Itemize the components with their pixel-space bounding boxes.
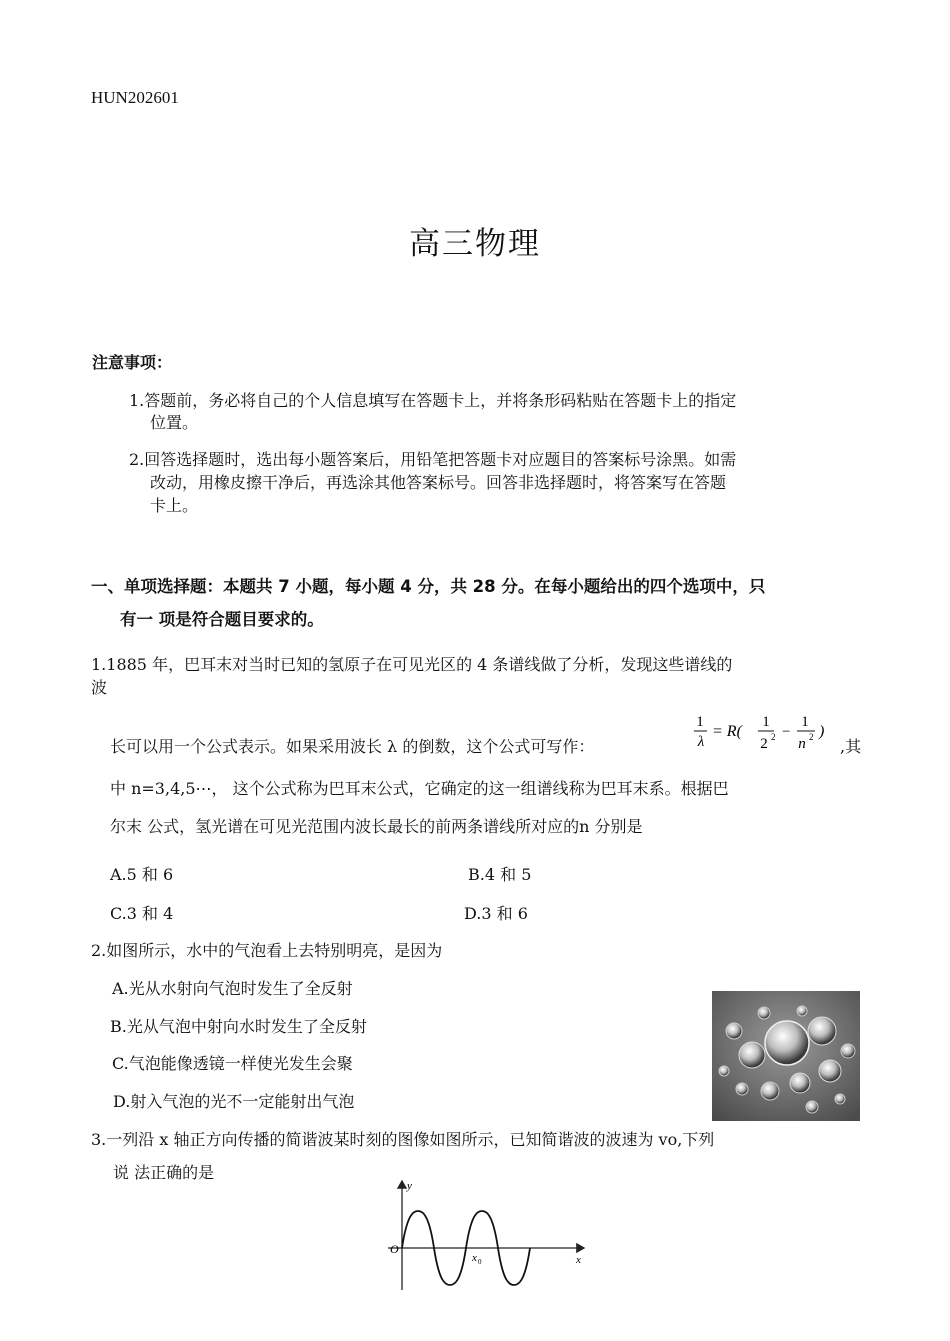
formula-half-num: 1 — [762, 714, 770, 730]
q1-option-b: B.4 和 5 — [468, 865, 532, 884]
x0-label: x — [472, 1252, 477, 1264]
formula-two: 2 — [760, 736, 768, 752]
section-1-heading-line-2: 有一 项是符合题目要求的。 — [120, 610, 324, 629]
q1-option-a: A.5 和 6 — [110, 865, 174, 884]
notice-item-1-line-2: 位置。 — [150, 413, 199, 432]
q2-option-c: C.气泡能像透镜一样使光发生会聚 — [112, 1054, 353, 1073]
formula-n-exp: 2 — [809, 732, 814, 742]
q1-line-5: 尔末 公式，氢光谱在可见光范围内波长最长的前两条谱线所对应的n 分别是 — [110, 817, 643, 836]
q2-option-b: B.光从气泡中射向水时发生了全反射 — [110, 1017, 367, 1036]
q2-option-d: D.射入气泡的光不一定能射出气泡 — [113, 1092, 355, 1111]
notice-item-1-line-1: 1.答题前，务必将自己的个人信息填写在答题卡上，并将条形码粘贴在答题卡上的指定 — [129, 391, 737, 410]
formula-exp: 2 — [771, 732, 776, 742]
origin-label: O — [390, 1242, 399, 1256]
formula-close: ) — [819, 723, 825, 740]
page-title: 高三物理 — [409, 226, 541, 262]
formula-eq: = R( — [712, 723, 742, 740]
section-1-heading-line-1: 一、单项选择题：本题共 7 小题，每小题 4 分，共 28 分。在每小题给出的四个选项中，只 — [91, 577, 766, 596]
formula-one-b: 1 — [801, 714, 809, 730]
wave-graph — [380, 1175, 590, 1295]
x0-subscript: 0 — [478, 1258, 482, 1266]
q2-stem: 2.如图所示，水中的气泡看上去特别明亮，是因为 — [91, 941, 443, 960]
formula-one: 1 — [696, 714, 704, 730]
y-axis-label: y — [407, 1180, 412, 1192]
q1-line-1: 1.1885 年，巴耳末对当时已知的氢原子在可见光区的 4 条谱线做了分析，发现这些谱线的 — [91, 655, 733, 674]
q1-line-3: 长可以用一个公式表示。如果采用波长 λ 的倒数，这个公式可写作： — [110, 737, 595, 756]
notice-item-2-line-1: 2.回答选择题时，选出每小题答案后，用铅笔把答题卡对应题目的答案标号涂黑。如需 — [129, 450, 737, 469]
q1-line-2: 波 — [91, 678, 108, 697]
q2-option-a: A.光从水射向气泡时发生了全反射 — [112, 979, 353, 998]
balmer-formula — [688, 706, 838, 754]
q1-option-c: C.3 和 4 — [110, 904, 174, 923]
exam-code: HUN202601 — [91, 88, 179, 107]
bubbles-photo — [712, 991, 860, 1121]
q1-line-4: 中 n=3,4,5⋯， 这个公式称为巴耳末公式，它确定的这一组谱线称为巴耳末系。根据巴 — [110, 779, 729, 798]
formula-lambda: λ — [697, 734, 705, 750]
q3-line-2: 说 法正确的是 — [113, 1163, 215, 1182]
x-axis-label: x — [576, 1254, 581, 1266]
notice-item-2-line-3: 卡上。 — [150, 496, 199, 515]
formula-minus: − — [782, 724, 791, 740]
q3-line-1: 3.一列沿 x 轴正方向传播的简谐波某时刻的图像如图所示，已知简谐波的波速为 vo,下列 — [91, 1130, 715, 1149]
formula-n: n — [798, 736, 806, 752]
q1-option-d: D.3 和 6 — [464, 904, 528, 923]
notice-heading: 注意事项： — [92, 353, 173, 372]
notice-item-2-line-2: 改动，用橡皮擦干净后，再选涂其他答案标号。回答非选择题时，将答案写在答题 — [150, 473, 727, 492]
q1-line-3-tail: ,其 — [840, 737, 862, 756]
